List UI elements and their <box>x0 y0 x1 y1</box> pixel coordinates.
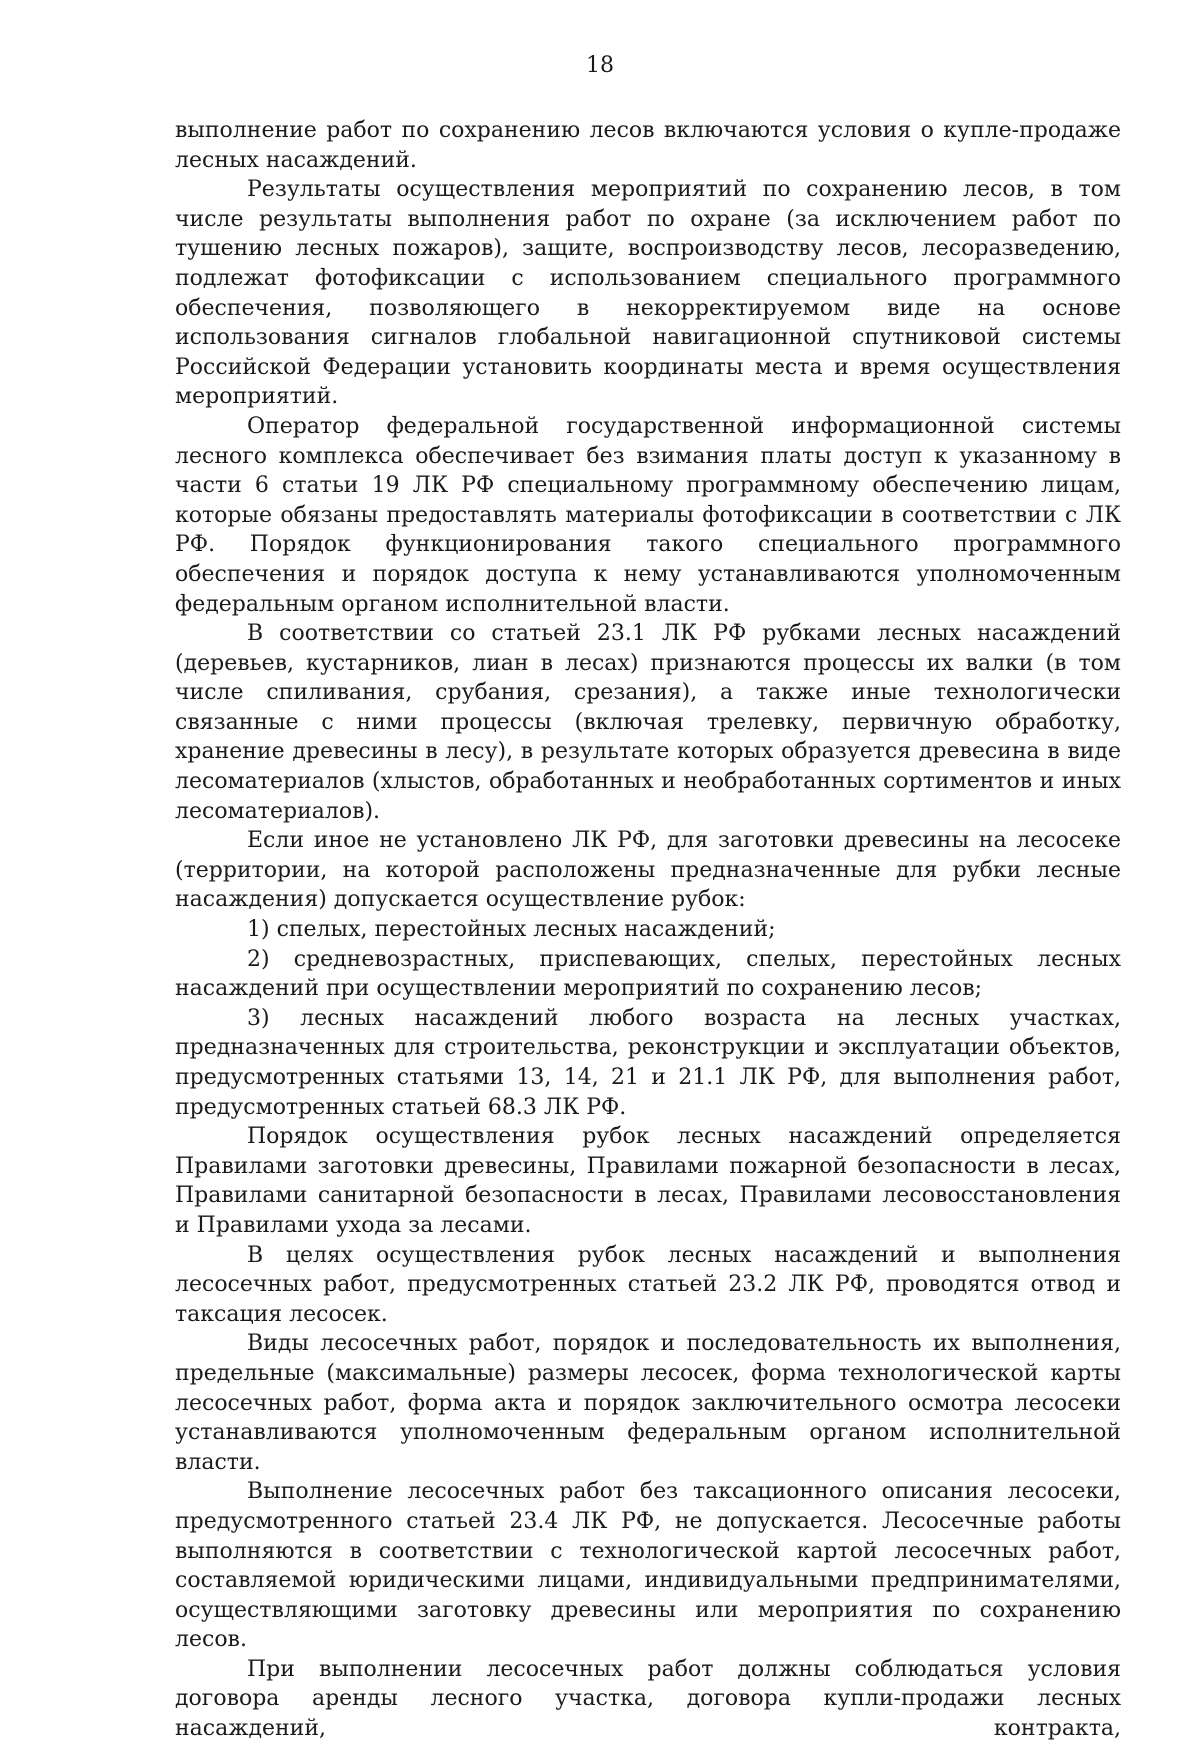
paragraph-felling-allowed: Если иное не установлено ЛК РФ, для заготовки древесины на лесосеке (территории, на которой расположены предназначенные для рубки лесные насаждения) допускается осуществление рубок: <box>175 828 1121 913</box>
page-number: 18 <box>586 53 614 78</box>
list-item-1: 1) спелых, перестойных лесных насаждений; <box>247 917 776 943</box>
paragraph-technological-map: Выполнение лесосечных работ без таксационного описания лесосеки, предусмотренного статьей 23.4 ЛК РФ, не допускается. Лесосечные работы выполняются в соответствии с технологической картой лесосечных работ, составляемой юридическими лицами, индивидуальными предпринимателями, осуществляющими заготовку древесины или мероприятия по сохранению лесов. <box>175 1479 1121 1653</box>
list-item-3: 3) лесных насаждений любого возраста на лесных участках, предназначенных для строительства, реконструкции и эксплуатации объектов, предусмотренных статьями 13, 14, 21 и 21.1 ЛК РФ, для выполнения работ, предусмотренных статьей 68.3 ЛК РФ. <box>175 1005 1121 1120</box>
paragraph-photo-fixation: Результаты осуществления мероприятий по сохранению лесов, в том числе результаты выполнения работ по охране (за исключением работ по тушению лесных пожаров), защите, воспроизводству лесов, лесоразведению, подлежат фотофиксации с использованием специального программного обеспечения, позволяющего в некорректируемом виде на основе использования сигналов глобальной навигационной спутниковой системы Российской Федерации установить координаты места и время осуществления мероприятий. <box>175 177 1121 410</box>
list-item-2: 2) средневозрастных, приспевающих, спелых, перестойных лесных насаждений при осуществлении мероприятий по сохранению лесов; <box>175 946 1121 1002</box>
paragraph-operator: Оператор федеральной государственной информационной системы лесного комплекса обеспечивает без взимания платы доступ к указанному в части 6 статьи 19 ЛК РФ специальному программному обеспечению лицам, которые обязаны предоставлять материалы фотофиксации в соответствии с ЛК РФ. Порядок функционирования такого специального программного обеспечения и порядок доступа к нему устанавливаются уполномоченным федеральным органом исполнительной власти. <box>175 413 1121 617</box>
paragraph-work-types: Виды лесосечных работ, порядок и последовательность их выполнения, предельные (максимальные) размеры лесосек, форма технологической карты лесосечных работ, форма акта и порядок заключительного осмотра лесосеки устанавливаются уполномоченным федеральным органом исполнительной власти. <box>175 1331 1121 1475</box>
paragraph-article-23-1: В соответствии со статьей 23.1 ЛК РФ рубками лесных насаждений (деревьев, кустарников, лиан в лесах) признаются процессы их валки (в том числе спиливания, срубания, срезания), а также иные технологически связанные с ними процессы (включая трелевку, первичную обработку, хранение древесины в лесу), в результате которых образуется древесина в виде лесоматериалов (хлыстов, обработанных и необработанных сортиментов и иных лесоматериалов). <box>175 621 1121 824</box>
paragraph-continuation: выполнение работ по сохранению лесов включаются условия о купле-продаже лесных насаждений. <box>175 118 1121 173</box>
paragraph-allotment: В целях осуществления рубок лесных насаждений и выполнения лесосечных работ, предусмотренных статьей 23.2 ЛК РФ, проводятся отвод и таксация лесосек. <box>175 1242 1121 1327</box>
document-body <box>175 116 1121 1744</box>
paragraph-felling-rules: Порядок осуществления рубок лесных насаждений определяется Правилами заготовки древесины, Правилами пожарной безопасности в лесах, Правилами санитарной безопасности в лесах, Правилами лесовосстановления и Правилами ухода за лесами. <box>175 1124 1121 1238</box>
paragraph-contract-conditions: При выполнении лесосечных работ должны соблюдаться условия договора аренды лесного участка, договора купли-продажи лесных насаждений, контракта, <box>175 1656 1121 1742</box>
